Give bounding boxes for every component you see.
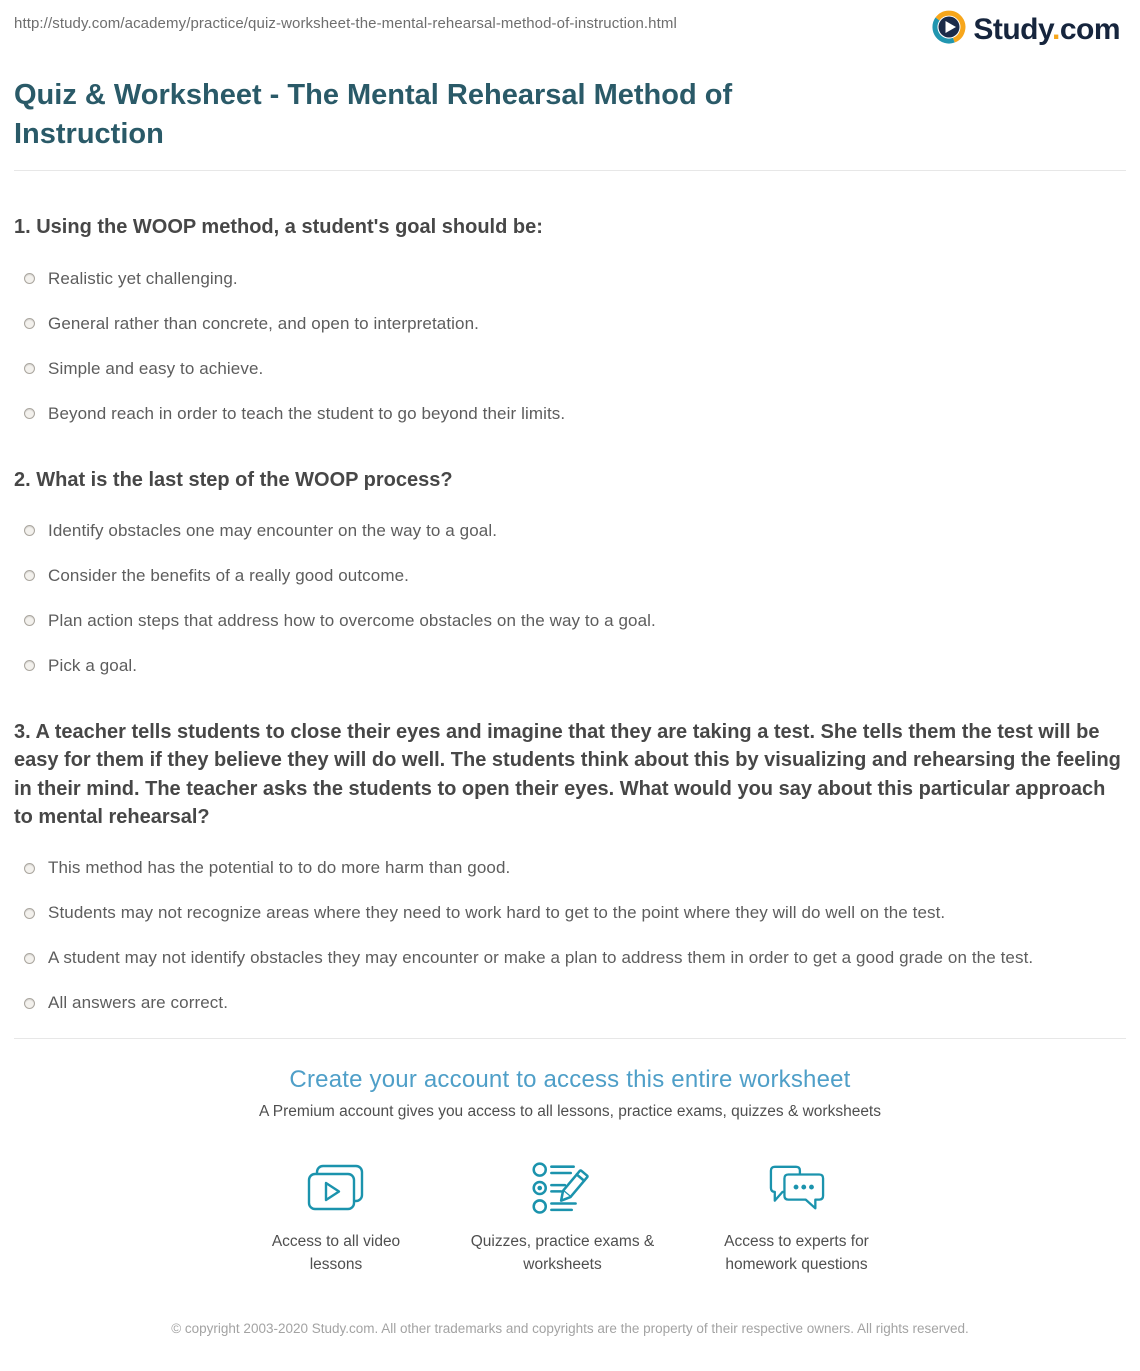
answer-option[interactable]	[24, 858, 1126, 878]
page-header	[14, 0, 1126, 49]
answer-option[interactable]	[24, 948, 1126, 968]
feature-video-lessons	[251, 1157, 421, 1276]
radio-button[interactable]	[24, 953, 35, 964]
answer-option[interactable]	[24, 359, 1126, 379]
radio-button[interactable]	[24, 615, 35, 626]
option-label: This method has the potential to to do more harm than good.	[48, 858, 511, 878]
option-label: All answers are correct.	[48, 993, 229, 1013]
studycom-logo[interactable]	[932, 10, 1120, 49]
option-label: Realistic yet challenging.	[48, 268, 238, 288]
option-label: General rather than concrete, and open to interpretation.	[48, 313, 479, 333]
radio-button[interactable]	[24, 273, 35, 284]
radio-button[interactable]	[24, 408, 35, 419]
question-3	[14, 718, 1126, 1014]
options-list	[14, 521, 1126, 676]
radio-button[interactable]	[24, 660, 35, 671]
feature-label: Quizzes, practice exams & worksheets	[470, 1233, 655, 1273]
question-2	[14, 466, 1126, 676]
option-label: A student may not identify obstacles they may encounter or make a plan to address them in order to get a good grade on the test.	[48, 948, 1034, 968]
radio-button[interactable]	[24, 570, 35, 581]
premium-features	[14, 1157, 1126, 1276]
question-text: 1. Using the WOOP method, a student's goal should be:	[14, 216, 543, 239]
cta-title: Create your account to access this entire worksheet	[289, 1066, 851, 1094]
answer-option[interactable]	[24, 656, 1126, 676]
feature-quizzes-worksheets	[455, 1157, 670, 1276]
feature-label: Access to all video lessons	[271, 1233, 401, 1273]
answer-option[interactable]	[24, 611, 1126, 631]
logo-wordmark: Study.com	[973, 12, 1120, 46]
option-label: Simple and easy to achieve.	[48, 358, 264, 378]
answer-option[interactable]	[24, 404, 1126, 424]
option-label: Students may not recognize areas where they need to work hard to get to the point where they will do well on the test.	[48, 903, 946, 923]
option-label: Pick a goal.	[48, 655, 138, 675]
video-lessons-icon	[251, 1157, 421, 1221]
create-account-section	[14, 1066, 1126, 1276]
option-label: Consider the benefits of a really good outcome.	[48, 565, 409, 585]
question-text: 2. What is the last step of the WOOP process?	[14, 468, 453, 491]
option-label: Beyond reach in order to teach the student to go beyond their limits.	[48, 403, 566, 423]
radio-button[interactable]	[24, 998, 35, 1009]
divider-bottom	[14, 1038, 1126, 1039]
option-label: Identify obstacles one may encounter on the way to a goal.	[48, 520, 498, 540]
divider-top	[14, 170, 1126, 171]
answer-option[interactable]	[24, 993, 1126, 1013]
quizzes-worksheets-icon	[455, 1157, 670, 1221]
answer-option[interactable]	[24, 269, 1126, 289]
page-url: http://study.com/academy/practice/quiz-worksheet-the-mental-rehearsal-method-of-instruction.html	[14, 15, 677, 32]
cta-subtitle: A Premium account gives you access to all lessons, practice exams, quizzes & worksheets	[259, 1103, 881, 1121]
options-list	[14, 858, 1126, 1013]
radio-button[interactable]	[24, 363, 35, 374]
question-1	[14, 213, 1126, 423]
answer-option[interactable]	[24, 566, 1126, 586]
answer-option[interactable]	[24, 314, 1126, 334]
copyright-notice: © copyright 2003-2020 Study.com. All other trademarks and copyrights are the property of their respective owners. All rights reserved.	[171, 1321, 969, 1337]
question-text: 3. A teacher tells students to close their eyes and imagine that they are taking a test. She tells them the test will be easy for them if they believe they will do well. The students think about this by visualizing and rehearsing the feeling in their mind. The teacher asks the students to open their eyes. What would you say about this particular approach to mental rehearsal?	[14, 720, 1121, 829]
radio-button[interactable]	[24, 908, 35, 919]
radio-button[interactable]	[24, 863, 35, 874]
answer-option[interactable]	[24, 903, 1126, 923]
page-title: Quiz & Worksheet - The Mental Rehearsal Method of Instruction	[14, 79, 733, 150]
play-circle-icon	[932, 10, 966, 49]
option-label: Plan action steps that address how to overcome obstacles on the way to a goal.	[48, 610, 656, 630]
feature-expert-help	[704, 1157, 889, 1276]
options-list	[14, 269, 1126, 424]
chat-experts-icon	[704, 1157, 889, 1221]
radio-button[interactable]	[24, 318, 35, 329]
feature-label: Access to experts for homework questions	[724, 1233, 869, 1273]
answer-option[interactable]	[24, 521, 1126, 541]
radio-button[interactable]	[24, 525, 35, 536]
